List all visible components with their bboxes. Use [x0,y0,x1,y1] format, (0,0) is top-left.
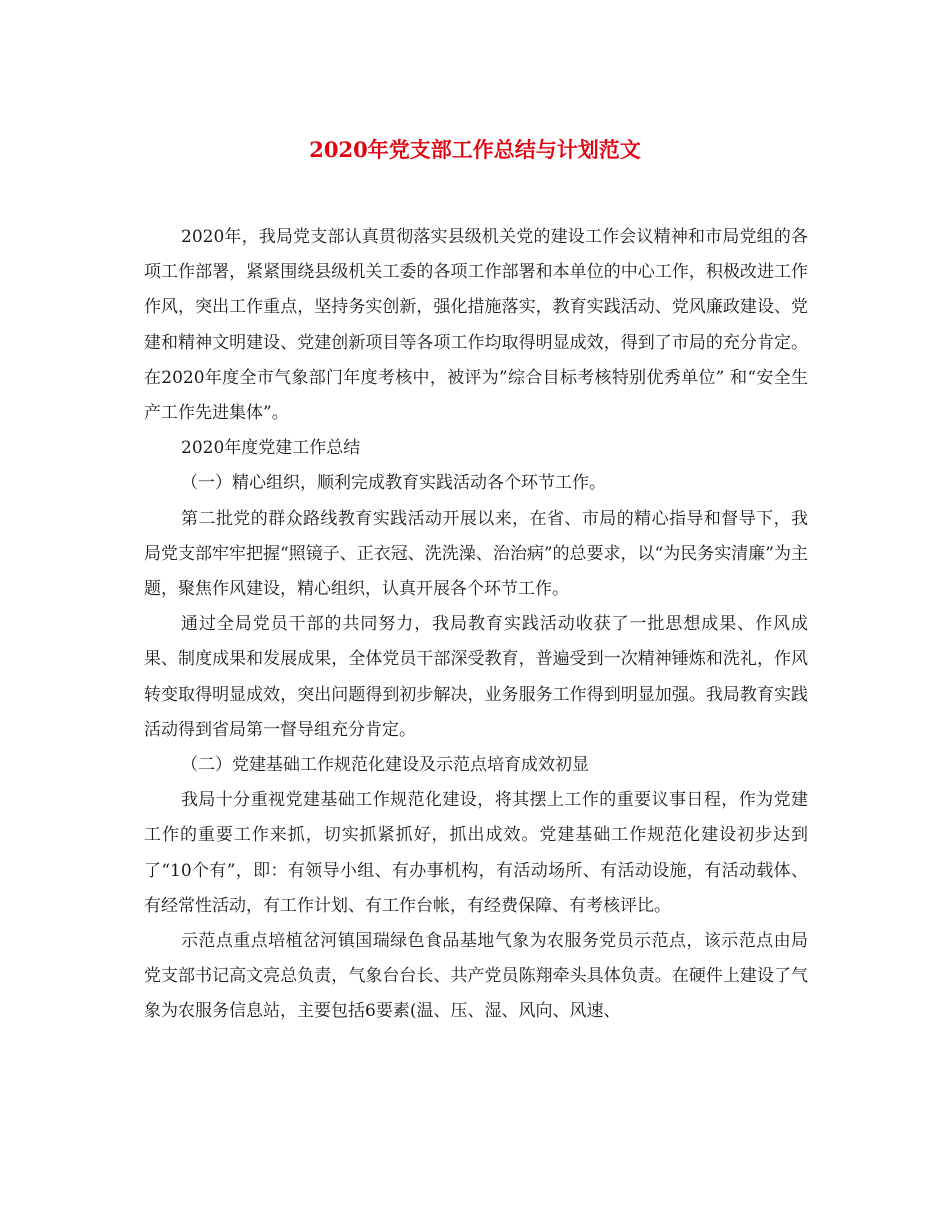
document-body [144,220,808,1030]
document-title: 2020年党支部工作总结与计划范文 [309,137,641,162]
paragraph-practice: 第二批党的群众路线教育实践活动开展以来，在省、市局的精心指导和督导下，我局党支部牢牢把握“照镜子、正衣冠、洗洗澡、治治病”的总要求，以“为民务实清廉”为主题，聚焦作风建设，精心组织，认真开展各个环节工作。 [144,508,808,600]
paragraph-standardization: 我局十分重视党建基础工作规范化建设，将其摆上工作的重要议事日程，作为党建工作的重要工作来抓，切实抓紧抓好，抓出成效。党建基础工作规范化建设初步达到了“10个有”，即：有领导小组、有办事机构，有活动场所、有活动设施，有活动载体、有经常性活动，有工作计划、有工作台帐，有经费保障、有考核评比。 [144,790,808,916]
paragraph-results: 通过全局党员干部的共同努力，我局教育实践活动收获了一批思想成果、作风成果、制度成果和发展成果，全体党员干部深受教育，普遍受到一次精神锤炼和洗礼，作风转变取得明显成效，突出问题得到初步解决，业务服务工作得到明显加强。我局教育实践活动得到省局第一督导组充分肯定。 [144,614,808,740]
paragraph-demonstration: 示范点重点培植岔河镇国瑞绿色食品基地气象为农服务党员示范点，该示范点由局党支部书记高文亮总负责，气象台台长、共产党员陈翔牵头具体负责。在硬件上建设了气象为农服务信息站，主要包括6要素(温、压、湿、风向、风速、 [144,931,808,1022]
section-heading-summary: 2020年度党建工作总结 [181,438,361,459]
subheading-two: （二）党建基础工作规范化建设及示范点培育成效初显 [181,755,589,776]
subheading-one: （一）精心组织，顺利完成教育实践活动各个环节工作。 [181,473,606,494]
paragraph-intro: 2020年，我局党支部认真贯彻落实县级机关党的建设工作会议精神和市局党组的各项工作部署，紧紧围绕县级机关工委的各项工作部署和本单位的中心工作，积极改进工作作风，突出工作重点，坚持务实创新，强化措施落实，教育实践活动、党风廉政建设、党建和精神文明建设、党建创新项目等各项工作均取得明显成效，得到了市局的充分肯定。在2020年度全市气象部门年度考核中，被评为”综合目标考核特别优秀单位” 和“安全生产工作先进集体”。 [144,227,808,424]
